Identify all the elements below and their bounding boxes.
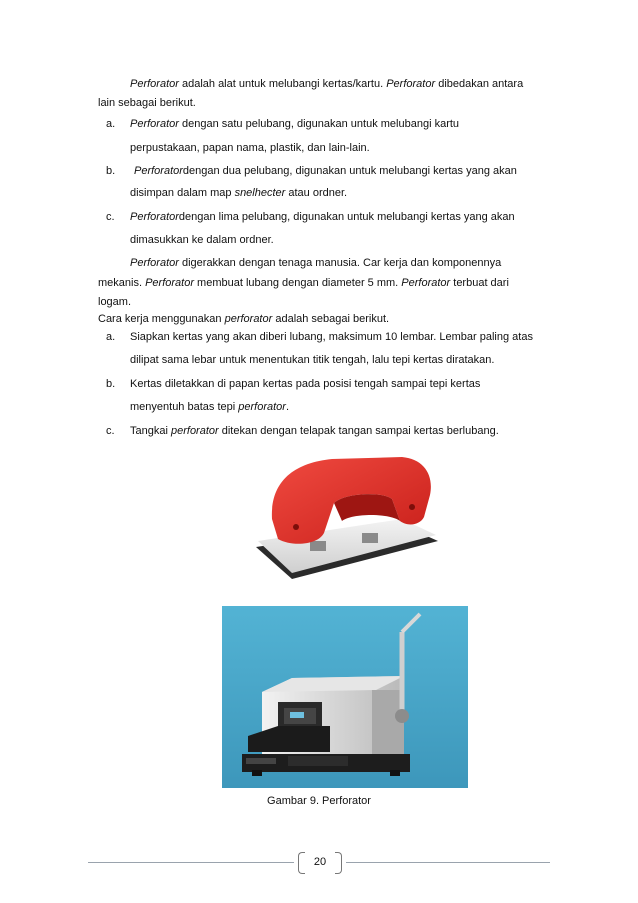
term-perforator: perforator	[238, 401, 286, 413]
intro-text: dibedakan antara	[435, 78, 524, 90]
term-perforator: Perforator	[386, 78, 436, 90]
type-c-line-2: dimasukkan ke dalam ordner.	[130, 234, 274, 246]
para-text: membuat lubang dengan diameter 5 mm.	[194, 277, 402, 289]
step-text: menyentuh batas tepi	[130, 401, 239, 413]
term-perforator: Perforator	[145, 277, 194, 289]
type-text: dengan satu pelubang, digunakan untuk melubangi kartu	[178, 118, 460, 130]
list-marker: a.	[106, 331, 116, 343]
term-perforator: Perforator	[130, 118, 179, 130]
list-marker: b.	[106, 165, 116, 177]
usage-line	[98, 312, 389, 326]
term-perforator: Perforator	[130, 257, 179, 269]
term-perforator: perforator	[170, 425, 219, 437]
step-b-line-2	[130, 400, 289, 414]
industrial-perforator-image	[222, 606, 468, 788]
type-text: atau ordner.	[285, 187, 348, 199]
intro-line-1	[130, 77, 523, 91]
list-marker: c.	[106, 211, 115, 223]
type-b-line-2	[130, 186, 347, 200]
type-a-line-1	[130, 117, 459, 131]
step-a-line-1: Siapkan kertas yang akan diberi lubang, maksimum 10 lembar. Lembar paling atas	[130, 331, 533, 343]
type-text: dengan lima pelubang, digunakan untuk melubangi kertas yang akan	[178, 211, 515, 223]
footer-rule-left	[88, 862, 294, 863]
figure-caption: Gambar 9. Perforator	[267, 795, 371, 807]
para2-line-1	[130, 256, 501, 270]
step-a-line-2: dilipat sama lebar untuk menentukan titik tengah, lalu tepi kertas diratakan.	[130, 354, 495, 366]
type-text: disimpan dalam map	[130, 187, 235, 199]
term-snelhecter: snelhecter	[234, 187, 286, 199]
step-c-line-1	[130, 424, 499, 438]
type-b-line-1	[134, 164, 517, 178]
usage-text: adalah sebagai berikut.	[272, 313, 390, 325]
term-perforator: Perforator	[134, 165, 183, 177]
page-number: 20	[313, 856, 327, 868]
footer-rule-right	[346, 862, 550, 863]
page-number-box	[298, 852, 342, 874]
intro-line-2: lain sebagai berikut.	[98, 97, 196, 109]
red-hole-punch-image	[252, 455, 442, 591]
list-marker: c.	[106, 425, 115, 437]
list-marker: a.	[106, 118, 116, 130]
para2-line-3: logam.	[98, 296, 132, 308]
para-text: digerakkan dengan tenaga manusia. Car kerja dan komponennya	[178, 257, 502, 269]
usage-text: Cara kerja menggunakan	[98, 313, 225, 325]
term-perforator: perforator	[224, 313, 273, 325]
type-text: dengan dua pelubang, digunakan untuk melubangi kertas yang akan	[182, 165, 517, 177]
para-text: terbuat dari	[450, 277, 509, 289]
type-c-line-1	[130, 210, 515, 224]
para-text: mekanis.	[98, 277, 146, 289]
step-text: ditekan dengan telapak tangan sampai kertas berlubang.	[218, 425, 499, 437]
term-perforator: Perforator	[401, 277, 451, 289]
list-marker: b.	[106, 378, 116, 390]
term-perforator: Perforator	[130, 78, 179, 90]
intro-text: adalah alat untuk melubangi kertas/kartu.	[178, 78, 387, 90]
para2-line-2	[98, 276, 509, 290]
step-text: Tangkai	[130, 425, 171, 437]
step-text: .	[285, 401, 290, 413]
term-perforator: Perforator	[130, 211, 179, 223]
step-b-line-1: Kertas diletakkan di papan kertas pada posisi tengah sampai tepi kertas	[130, 378, 481, 390]
type-a-line-2: perpustakaan, papan nama, plastik, dan lain-lain.	[130, 142, 370, 154]
